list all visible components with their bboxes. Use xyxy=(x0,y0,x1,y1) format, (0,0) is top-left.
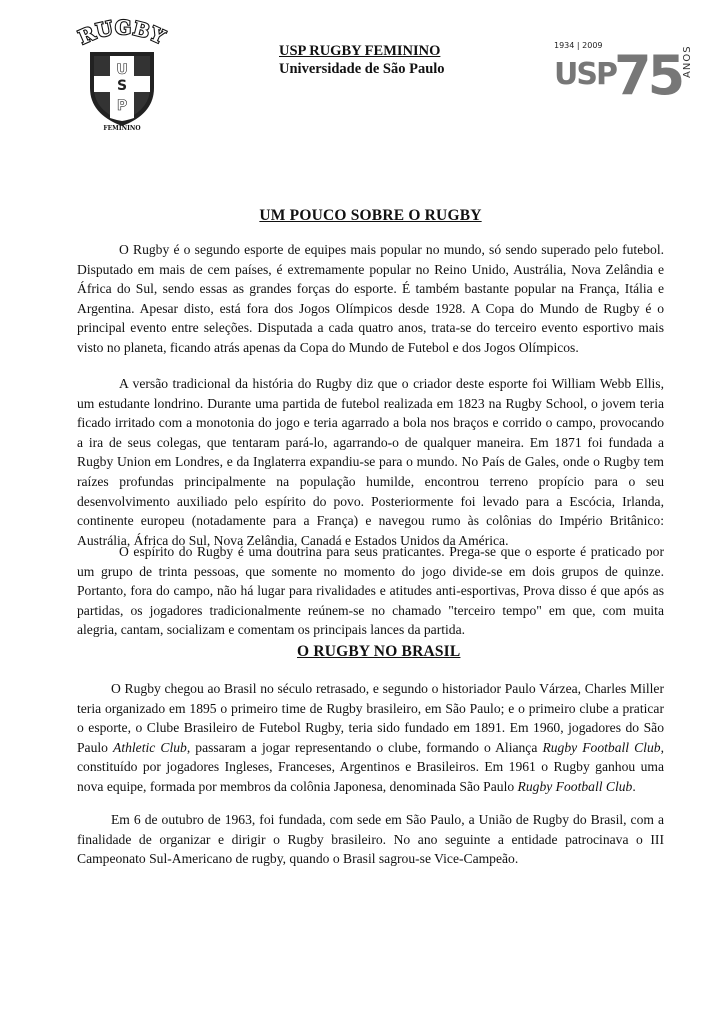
svg-text:RUGBY xyxy=(75,18,168,49)
logo-bottom-text: FEMININO xyxy=(103,125,141,132)
document-header xyxy=(279,42,445,78)
brasil-text-part3: , constituído por jogadores Ingleses, Franceses, Argentinos e Brasileiros. Em 1961 o Rugby ganhou uma nova equipe, formada por membros da colônia Japonesa, denominada São Paulo xyxy=(77,739,664,794)
section-title-sobre: UM POUCO SOBRE O RUGBY xyxy=(259,207,482,224)
logo-letter-s: S xyxy=(116,78,128,94)
logo-number: 75 xyxy=(614,44,682,98)
brasil-text-part4: . xyxy=(632,778,636,794)
brasil-emphasis-2: Rugby Football Club xyxy=(542,739,661,755)
brasil-emphasis-3: Rugby Football Club xyxy=(517,778,633,794)
brasil-text-part1: O Rugby chegou ao Brasil no século retrasado, e segundo o historiador Paulo Várzea, Charles Miller teria organizado em 1895 o primeiro time de Rugby brasileiro, em São Paulo; e o primeiro clube a praticar o esporte, o Clube Brasileiro de Futebol Rugby, teria sido fundado em 1891. Em 1960, jogadores do São Paulo xyxy=(77,681,664,755)
logo-letter-p: P xyxy=(116,98,128,114)
header-org: USP RUGBY FEMININO xyxy=(279,43,441,59)
logo-years: 1934 | 2009 xyxy=(554,41,603,50)
brasil-emphasis-1: Athletic Club xyxy=(113,739,187,755)
usp-75-anos-logo xyxy=(552,38,694,98)
usp-rugby-logo xyxy=(72,18,172,133)
brasil-text-part2: , passaram a jogar representando o clube, formando o Aliança xyxy=(186,739,543,755)
paragraph-sobre-3: O espírito do Rugby é uma doutrina para seus praticantes. Prega-se que o esporte é praticado por um grupo de trinta pessoas, que somente no momento do jogo divide-se em dois grupos de quinze. Portanto, fora do campo, não há lugar para rivalidades e atitudes anti-esportivas, Prova disso é que após as partidas, os jogadores tradicionalmente reúnem-se no chamado "terceiro tempo" em que, com muita alegria, cantam, socializam e comentam os principais lances da partida. xyxy=(77,544,664,638)
paragraph-sobre-2: A versão tradicional da história do Rugby diz que o criador deste esporte foi William Webb Ellis, um estudante londrino. Durante uma partida de futebol realizada em 1823 na Rugby School, o jovem teria ficado irritado com a monotonia do jogo e teria agarrado a bola nos braços e corrido o campo, provocando a ira de seus colegas, que tentaram pará-lo, agarrando-o de qualquer maneira. Em 1871 foi fundada a Rugby Union em Londres, e da Inglaterra expandiu-se para o mundo. No País de Gales, onde o Rugby tem raízes profundas principalmente na população humilde, encontrou terreno propício para o seu desenvolvimento auxiliado pelo espírito do povo. Posteriormente foi levado para a Escócia, Irlanda, continente europeu (notadamente para a França) e navegou rumo às colônias do Império Britânico: Austrália, África do Sul, Nova Zelândia, Canadá e Estados Unidos da América. xyxy=(77,376,664,548)
header-university: Universidade de São Paulo xyxy=(279,61,445,77)
logo-suffix: ANOS xyxy=(682,45,693,78)
logo-top-text: RUGBY xyxy=(75,18,169,49)
paragraph-brasil-2: Em 6 de outubro de 1963, foi fundada, com sede em São Paulo, a União de Rugby do Brasil, com a finalidade de organizar e dirigir o Rugby brasileiro. No ano seguinte a entidade patrocinava o III Campeonato Sul-Americano de rugby, quando o Brasil sagrou-se Vice-Campeão. xyxy=(77,812,664,867)
section-title-brasil: O RUGBY NO BRASIL xyxy=(297,643,461,660)
paragraph-brasil-1 xyxy=(77,679,664,797)
logo-brand: USP xyxy=(554,57,616,92)
logo-letter-u: U xyxy=(116,62,128,78)
paragraph-sobre-1: O Rugby é o segundo esporte de equipes mais popular no mundo, só sendo superado pelo futebol. Disputado em mais de cem países, é extremamente popular no Reino Unido, Austrália, Nova Zelândia e África do Sul, sendo essas as grandes forças do esporte. É também bastante popular na França, Itália e Argentina. Apesar disto, está fora dos Jogos Olímpicos desde 1928. A Copa do Mundo de Rugby é o principal evento entre seleções. Disputada a cada quatro anos, trata-se do terceiro evento esportivo mais visto no planeta, ficando atrás apenas da Copa do Mundo de Futebol e dos Jogos Olímpicos. xyxy=(77,242,664,355)
